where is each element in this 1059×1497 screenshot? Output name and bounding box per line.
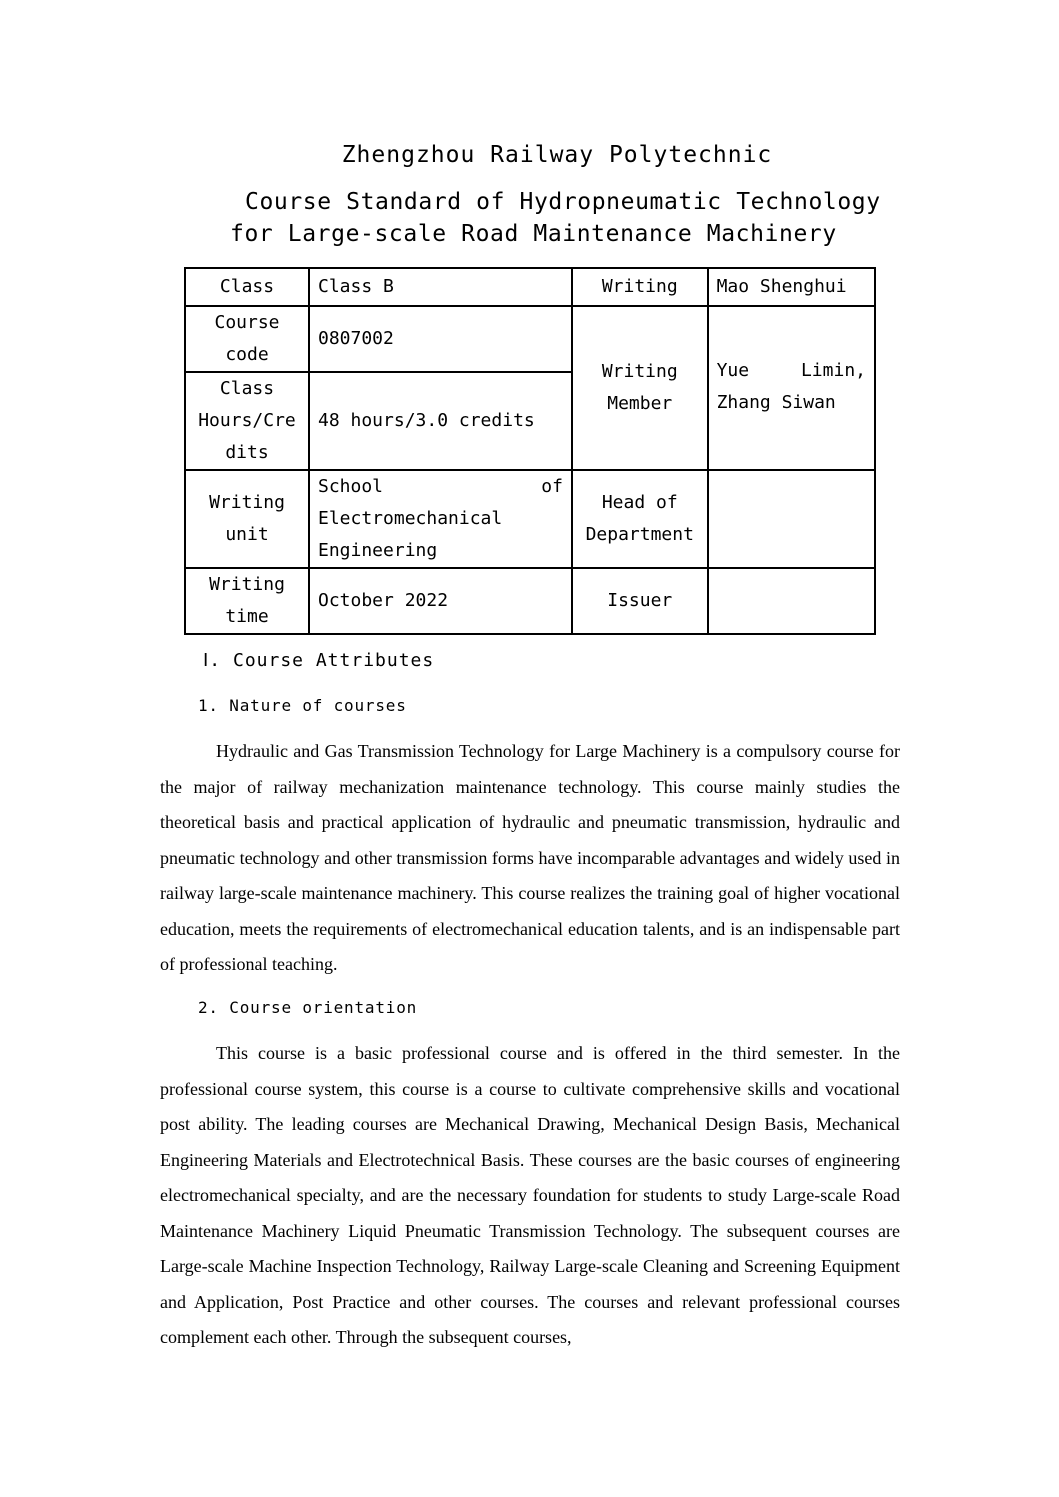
writing-member-line: Yue Limin, [716, 360, 866, 381]
head-label-line: Head of [601, 492, 678, 513]
writing-time-value: October 2022 [309, 568, 572, 634]
course-code-value: 0807002 [309, 306, 572, 372]
paragraph-nature-of-courses: Hydraulic and Gas Transmission Technology for Large Machinery is a compulsory course for the major of railway mechanization maintenance technology. This course mainly studies the theoretical basis and practical application of hydraulic and pneumatic transmission, hydraulic and pneumatic technology and other transmission forms have incomparable advantages and widely used in railway large-scale maintenance machinery. This course realizes the training goal of higher vocational education, meets the requirements of electromechanical education talents, and is an indispensable part of professional teaching. [160, 741, 900, 974]
writing-time-label-line: Writing [209, 574, 285, 595]
writing-unit-line: School of [318, 476, 563, 497]
class-hours-value: 48 hours/3.0 credits [309, 372, 572, 470]
writing-unit-line: Electromechanical [318, 508, 503, 529]
head-of-department-label [572, 470, 708, 568]
writing-member-label [572, 306, 708, 470]
writing-member-line: Zhang Siwan [716, 392, 836, 413]
writing-time-label-line: time [225, 606, 269, 627]
subheading-nature-of-courses: 1. Nature of courses [198, 696, 407, 715]
class-hours-label-line: Hours/Cre [198, 410, 296, 431]
section-heading-course-attributes: Ⅰ. Course Attributes [203, 650, 435, 671]
paragraph-course-orientation: This course is a basic professional course and is offered in the third semester. In the professional course system, this course is a course to cultivate comprehensive skills and vocational post ability. The leading courses are Mechanical Drawing, Mechanical Design Basis, Mechanical Engineering Materials and Electrotechnical Basis. These courses are the basic courses of engineering electromechanical specialty, and are the necessary foundation for students to study Large-scale Road Maintenance Machinery Liquid Pneumatic Transmission Technology. The subsequent courses are Large-scale Machine Inspection Technology, Railway Large-scale Cleaning and Screening Equipment and Application, Post Practice and other courses. The courses and relevant professional courses complement each other. Through the subsequent courses, [160, 1043, 900, 1347]
writing-time-label [185, 568, 309, 634]
course-code-label [185, 306, 309, 372]
table-row [185, 268, 875, 306]
class-hours-label-line: dits [225, 442, 269, 463]
document-title-line-1: Course Standard of Hydropneumatic Technology [245, 189, 881, 215]
table-row [185, 470, 875, 568]
class-label: Class [185, 268, 309, 306]
writing-unit-value [309, 470, 572, 568]
writing-member-label-line: Writing [601, 361, 678, 382]
writing-member-value [708, 306, 875, 470]
writing-unit-label-line: Writing [209, 492, 285, 513]
course-code-label-line: Course [214, 312, 280, 333]
class-value: Class B [309, 268, 572, 306]
table-row [185, 306, 875, 372]
subheading-course-orientation: 2. Course orientation [198, 998, 418, 1017]
writing-unit-line: Engineering [318, 540, 438, 561]
issuer-value [708, 568, 875, 634]
writing-label: Writing [572, 268, 708, 306]
course-info-table [184, 267, 876, 635]
class-hours-label-line: Class [219, 378, 275, 399]
writing-unit-label-line: unit [225, 524, 269, 545]
document-title-line-2: for Large-scale Road Maintenance Machinery [230, 221, 837, 247]
course-code-label-line: code [225, 344, 269, 365]
writing-value: Mao Shenghui [708, 268, 875, 306]
issuer-label: Issuer [572, 568, 708, 634]
table-row [185, 568, 875, 634]
head-label-line: Department [585, 524, 694, 545]
class-hours-label [185, 372, 309, 470]
writing-member-label-line: Member [607, 393, 673, 414]
writing-unit-label [185, 470, 309, 568]
head-of-department-value [708, 470, 875, 568]
school-name: Zhengzhou Railway Polytechnic [341, 142, 773, 168]
